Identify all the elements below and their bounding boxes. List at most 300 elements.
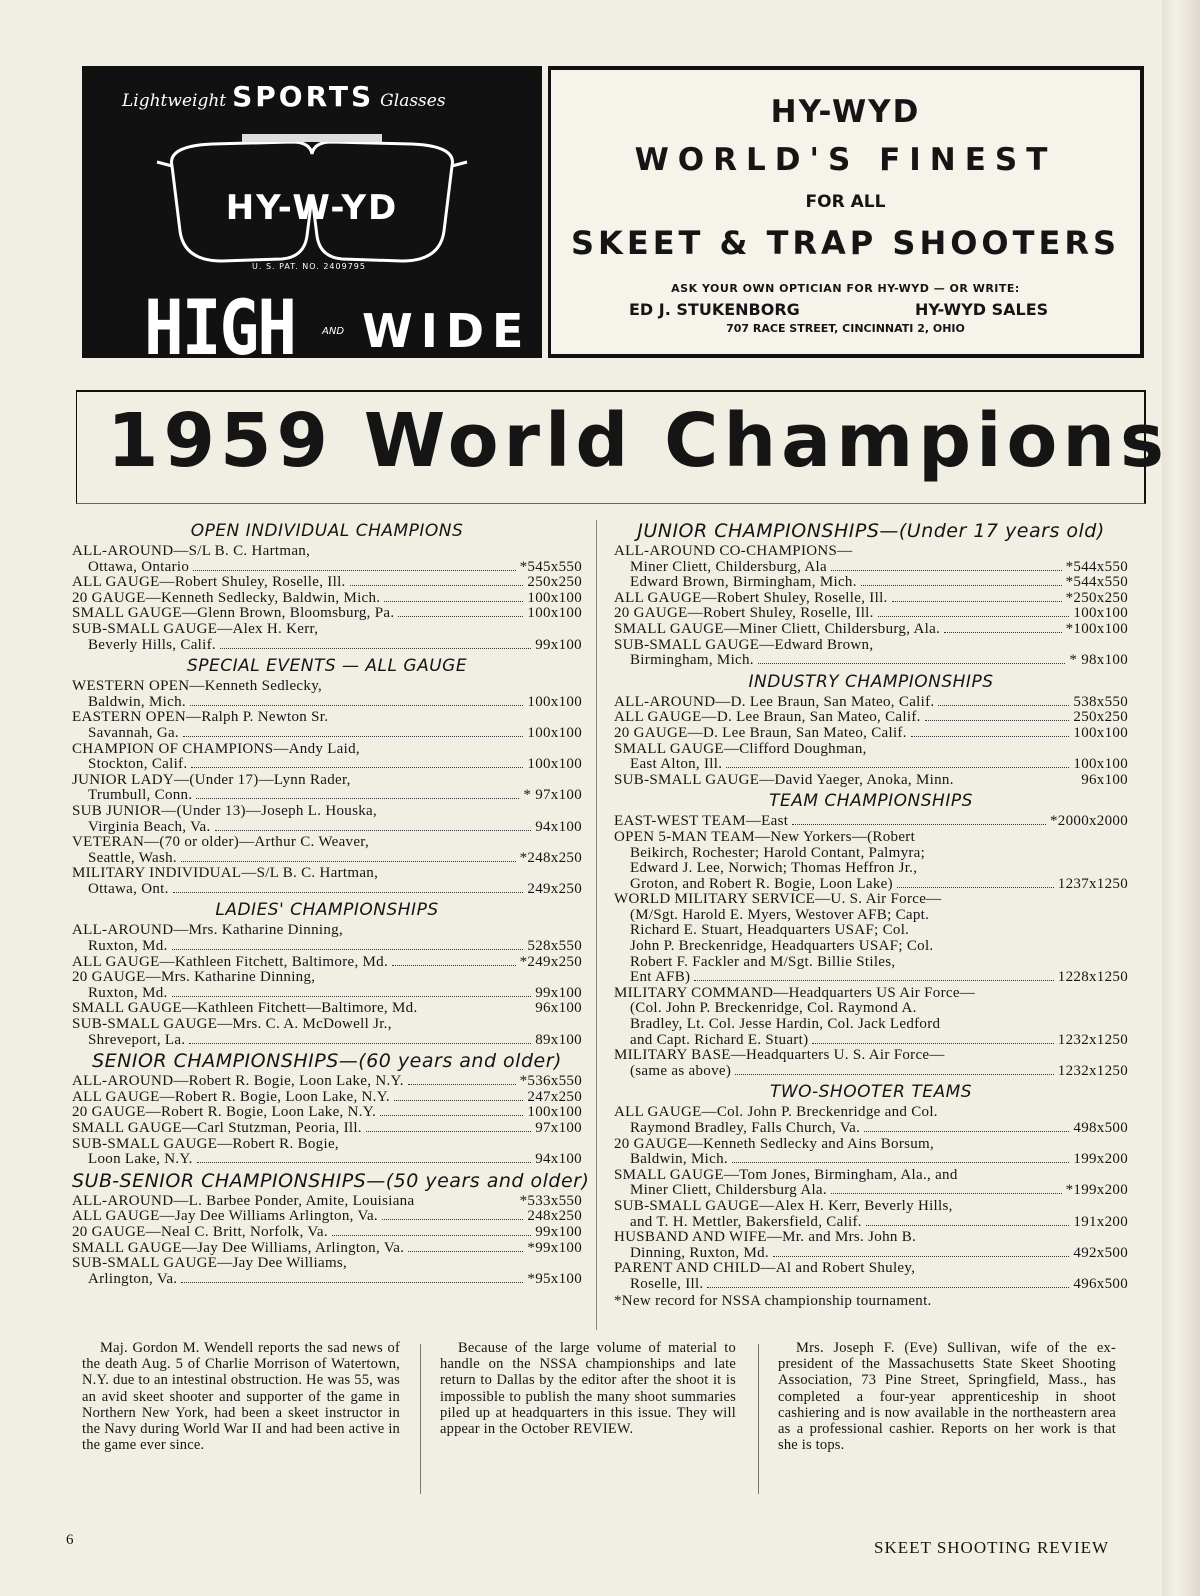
entry-name: Roselle, Ill.: [630, 1275, 704, 1292]
entry-score: *199x200: [1065, 1182, 1128, 1199]
entry-line: ALL GAUGE—Col. John P. Breckenridge and Col.: [614, 1105, 938, 1121]
page-title: 1959 World Champions: [107, 398, 1170, 484]
dot-leader: [892, 601, 1062, 602]
note-wendell: [82, 1340, 400, 1453]
entry-score: *544x550: [1065, 558, 1128, 575]
section-heading: OPEN INDIVIDUAL CHAMPIONS: [190, 521, 464, 541]
dot-leader: [897, 887, 1054, 888]
entry-line: HUSBAND AND WIFE—Mr. and Mrs. John B.: [614, 1230, 917, 1246]
champion-entry: [614, 773, 1128, 789]
entry-result-line: [614, 1121, 1128, 1137]
page-number: 6: [66, 1532, 74, 1548]
champion-entry: [72, 773, 582, 804]
ad-high-text: HIGH: [144, 284, 295, 358]
entry-result-line: [72, 1121, 582, 1137]
entry-result-line: [72, 695, 582, 711]
section-heading: SENIOR CHAMPIONSHIPS—(60 years and older): [92, 1050, 562, 1073]
champion-entry: [72, 804, 582, 835]
entry-line: WORLD MILITARY SERVICE—U. S. Air Force—: [614, 892, 942, 908]
dot-leader: [394, 1100, 523, 1101]
entry-result-line: [72, 1209, 582, 1225]
champion-entry: [614, 1199, 1128, 1230]
champion-entry: [72, 1137, 582, 1168]
entry-line: PARENT AND CHILD—Al and Robert Shuley,: [614, 1261, 916, 1277]
entry-result-line: [614, 726, 1128, 742]
entry-result-line: [72, 955, 582, 971]
section-heading: SPECIAL EVENTS — ALL GAUGE: [186, 656, 468, 677]
entry-name: Ruxton, Md.: [88, 984, 168, 1001]
dot-leader: [220, 648, 531, 649]
entry-score: 100x100: [527, 589, 582, 606]
entry-score: 100x100: [1073, 605, 1128, 622]
champion-entry: [72, 1001, 582, 1017]
champion-entry: [614, 726, 1128, 742]
magazine-name: SKEET SHOOTING REVIEW: [874, 1538, 1110, 1557]
entry-score: *2000x2000: [1050, 813, 1128, 830]
entry-result-line: [614, 814, 1128, 830]
ad-and-text: AND: [322, 326, 345, 337]
dot-leader: [191, 767, 523, 768]
champion-entry: [72, 622, 582, 653]
entry-result-line: [614, 591, 1128, 607]
champion-entry: [614, 1261, 1128, 1292]
dot-leader: [831, 570, 1062, 571]
sports-glasses-ad-image: [82, 66, 542, 358]
champion-entry: [72, 742, 582, 773]
record-footnote: *New record for NSSA championship tournament.: [614, 1292, 932, 1309]
dot-leader: [831, 1193, 1062, 1194]
section-heading: TEAM CHAMPIONSHIPS: [769, 791, 973, 812]
entry-line: MILITARY BASE—Headquarters U. S. Air Force—: [614, 1048, 945, 1064]
entry-name: Birmingham, Mich.: [630, 652, 754, 669]
entry-result-line: [614, 773, 1128, 789]
entry-result-line: [72, 939, 582, 955]
entry-name: ALL-AROUND—L. Barbee Ponder, Amite, Louisiana: [72, 1192, 415, 1209]
entry-name: SUB-SMALL GAUGE—David Yaeger, Anoka, Minn.: [614, 771, 954, 788]
champion-entry: [72, 1241, 582, 1257]
entry-result-line: [614, 1033, 1128, 1049]
entry-score: 492x500: [1073, 1244, 1128, 1261]
entry-name: Arlington, Va.: [88, 1270, 178, 1287]
entry-line: SUB-SMALL GAUGE—Mrs. C. A. McDowell Jr.,: [72, 1017, 392, 1033]
entry-result-line: [72, 1033, 582, 1049]
entry-score: 191x200: [1073, 1213, 1128, 1230]
entry-score: 100x100: [527, 605, 582, 622]
champion-entry: [72, 1074, 582, 1090]
entry-result-line: [72, 1090, 582, 1106]
dot-leader: [773, 1256, 1069, 1257]
dot-leader: [735, 1074, 1054, 1075]
entry-result-line: [614, 1183, 1128, 1199]
note-text: Maj. Gordon M. Wendell reports the sad news of the death Aug. 5 of Charlie Morrison of Watertown, N.Y. due to an intestinal obstruction. He was 55, was an avid skeet shooter and supporter of the game in Northern New York, had been a skeet instructor in the Navy during World War II and had been active in the game ever since.: [82, 1340, 400, 1454]
champion-entry: [614, 638, 1128, 669]
entry-score: 100x100: [1073, 756, 1128, 773]
dot-leader: [366, 1131, 531, 1132]
dot-leader: [925, 720, 1070, 721]
dot-leader: [350, 585, 524, 586]
entry-name: 20 GAUGE—D. Lee Braun, San Mateo, Calif.: [614, 724, 907, 741]
champion-entry: [72, 1225, 582, 1241]
entry-score: 496x500: [1073, 1275, 1128, 1292]
dot-leader: [189, 1043, 531, 1044]
entry-score: *544x550: [1065, 574, 1128, 591]
champion-entry: [72, 1090, 582, 1106]
entry-result-line: [72, 1001, 582, 1017]
champion-entry: [72, 606, 582, 622]
champion-entry: [72, 591, 582, 607]
entry-score: 94x100: [535, 1151, 582, 1168]
right-results-column: [614, 518, 1128, 1309]
champion-entry: [614, 591, 1128, 607]
entry-name: Baldwin, Mich.: [88, 693, 186, 710]
entry-result-line: [72, 606, 582, 622]
entry-score: *545x550: [519, 558, 582, 575]
ad-tagline-sports: SPORTS: [232, 80, 375, 113]
entry-result-line: [72, 1272, 582, 1288]
dot-leader: [707, 1287, 1069, 1288]
dot-leader: [193, 570, 515, 571]
entry-result-line: [614, 606, 1128, 622]
entry-result-line: [614, 560, 1128, 576]
entry-name: East Alton, Ill.: [630, 756, 723, 773]
entry-result-line: [72, 591, 582, 607]
entry-name: 20 GAUGE—Neal C. Britt, Norfolk, Va.: [72, 1223, 328, 1240]
champion-entry: [614, 742, 1128, 773]
ad-worlds-finest: WORLD'S FINEST: [634, 142, 1057, 178]
champion-entry: [72, 679, 582, 710]
champion-entry: [72, 1209, 582, 1225]
ad-sales-name: HY-WYD SALES: [915, 300, 1049, 319]
entry-result-line: [72, 1194, 582, 1210]
entry-result-line: [72, 575, 582, 591]
entry-name: SMALL GAUGE—Kathleen Fitchett—Baltimore, Md.: [72, 1000, 418, 1017]
entry-result-line: [72, 851, 582, 867]
champion-entry: [72, 970, 582, 1001]
entry-line: EASTERN OPEN—Ralph P. Newton Sr.: [72, 710, 329, 726]
entry-result-line: [72, 1105, 582, 1121]
champion-entry: [614, 710, 1128, 726]
ad-shooters: SKEET & TRAP SHOOTERS: [570, 224, 1120, 262]
entry-score: 199x200: [1073, 1151, 1128, 1168]
entry-name: ALL GAUGE—D. Lee Braun, San Mateo, Calif.: [614, 709, 921, 726]
entry-score: 94x100: [535, 818, 582, 835]
entry-result-line: [614, 575, 1128, 591]
entry-name: 20 GAUGE—Robert Shuley, Roselle, Ill.: [614, 605, 874, 622]
entry-score: 99x100: [535, 1223, 582, 1240]
note-text: Mrs. Joseph F. (Eve) Sullivan, wife of the ex-president of the Massachusetts State Skeet Shooting Association, 73 Pine Street, Springfield, Mass., has completed a four-year apprenticeship in shoot cashiering and is now available in the northeastern area as a professional cashier. Reports on her work is that she is tops.: [778, 1340, 1116, 1454]
entry-score: 99x100: [535, 984, 582, 1001]
entry-score: 100x100: [527, 756, 582, 773]
entry-score: *99x100: [527, 1239, 582, 1256]
entry-line: 20 GAUGE—Mrs. Katharine Dinning,: [72, 970, 316, 986]
entry-result-line: [614, 1215, 1128, 1231]
entry-score: 248x250: [527, 1208, 582, 1225]
entry-score: 100x100: [527, 1104, 582, 1121]
entry-name: Savannah, Ga.: [88, 724, 179, 741]
entry-line: CHAMPION OF CHAMPIONS—Andy Laid,: [72, 741, 360, 757]
entry-score: 250x250: [527, 574, 582, 591]
entry-name: Loon Lake, N.Y.: [88, 1151, 193, 1168]
entry-score: 100x100: [527, 724, 582, 741]
entry-name: ALL-AROUND—Robert R. Bogie, Loon Lake, N.Y.: [72, 1073, 404, 1090]
entry-name: Miner Cliett, Childersburg Ala.: [630, 1182, 827, 1199]
patent-number: U. S. PAT. NO. 2409795: [252, 262, 366, 271]
entry-name: Seattle, Wash.: [88, 849, 177, 866]
champion-entry: [72, 575, 582, 591]
entry-name: and T. H. Mettler, Bakersfield, Calif.: [630, 1213, 862, 1230]
entry-name: Stockton, Calif.: [88, 756, 188, 773]
dot-leader: [878, 616, 1070, 617]
entry-name: Ottawa, Ontario: [88, 558, 190, 575]
note-divider: [420, 1344, 421, 1494]
ad-wide-text: WIDE: [362, 304, 532, 358]
entry-line: SUB-SMALL GAUGE—Robert R. Bogie,: [72, 1136, 339, 1152]
champion-entry: [72, 955, 582, 971]
entry-score: 89x100: [535, 1031, 582, 1048]
entry-score: 249x250: [527, 880, 582, 897]
dot-leader: [173, 892, 524, 893]
entry-score: 538x550: [1073, 693, 1128, 710]
entry-score: 96x100: [535, 1000, 582, 1017]
entry-score: 1232x1250: [1057, 1031, 1128, 1048]
entry-score: 97x100: [535, 1120, 582, 1136]
champion-entry: [614, 606, 1128, 622]
dot-leader: [197, 1162, 532, 1163]
entry-name: EAST-WEST TEAM—East: [614, 813, 789, 830]
entry-result-line: [614, 1064, 1128, 1080]
entry-name: Edward Brown, Birmingham, Mich.: [630, 574, 857, 591]
entry-line: Bradley, Lt. Col. Jesse Hardin, Col. Jack Ledford: [630, 1017, 941, 1033]
entry-line: SUB-SMALL GAUGE—Edward Brown,: [614, 637, 874, 653]
entry-line: SMALL GAUGE—Tom Jones, Birmingham, Ala., and: [614, 1167, 958, 1183]
entry-line: ALL-AROUND—Mrs. Katharine Dinning,: [72, 923, 343, 939]
dot-leader: [758, 663, 1066, 664]
ad-contact-name: ED J. STUKENBORG: [629, 300, 800, 319]
entry-result-line: [72, 788, 582, 804]
entry-line: ALL-AROUND CO-CHAMPIONS—: [614, 544, 853, 559]
entry-score: 1228x1250: [1057, 969, 1128, 986]
entry-name: Beverly Hills, Calif.: [88, 636, 216, 653]
dot-leader: [398, 616, 523, 617]
dot-leader: [866, 1225, 1070, 1226]
entry-score: 247x250: [527, 1088, 582, 1105]
entry-name: Trumbull, Conn.: [88, 787, 193, 804]
entry-score: *100x100: [1065, 620, 1128, 637]
entry-score: *95x100: [527, 1270, 582, 1287]
entry-name: Dinning, Ruxton, Md.: [630, 1244, 769, 1261]
entry-score: 1232x1250: [1057, 1062, 1128, 1079]
dot-leader: [172, 996, 532, 997]
entry-name: (same as above): [630, 1062, 732, 1079]
champion-entry: [614, 575, 1128, 591]
dot-leader: [380, 1115, 523, 1116]
champion-entry: [72, 923, 582, 954]
entry-score: *536x550: [519, 1073, 582, 1090]
dot-leader: [861, 585, 1062, 586]
entry-line: (Col. John P. Breckenridge, Col. Raymond A.: [630, 1001, 917, 1017]
entry-name: Raymond Bradley, Falls Church, Va.: [630, 1120, 861, 1136]
dot-leader: [382, 1219, 523, 1220]
entry-result-line: [72, 986, 582, 1002]
entry-name: SMALL GAUGE—Glenn Brown, Bloomsburg, Pa.: [72, 605, 395, 622]
ad-for-all: FOR ALL: [805, 192, 886, 212]
entry-name: ALL GAUGE—Kathleen Fitchett, Baltimore, Md.: [72, 953, 389, 970]
entry-score: *248x250: [519, 849, 582, 866]
champion-entry: [72, 1194, 582, 1210]
title-frame: [76, 390, 1170, 504]
dot-leader: [392, 965, 516, 966]
entry-name: SMALL GAUGE—Carl Stutzman, Peoria, Ill.: [72, 1120, 362, 1136]
champion-entry: [72, 835, 582, 866]
entry-result-line: [72, 1074, 582, 1090]
dot-leader: [408, 1251, 523, 1252]
entry-result-line: [614, 1277, 1128, 1293]
dot-leader: [181, 861, 516, 862]
entry-result-line: [72, 757, 582, 773]
champion-entry: [72, 544, 582, 575]
note-text: Because of the large volume of material to handle on the NSSA championships and late return to Dallas by the editor after the shoot it is impossible to publish the many shoot summaries piled up at headquarters in this issue. They will appear in the October REVIEW.: [440, 1340, 736, 1438]
champion-entry: [614, 1105, 1128, 1136]
entry-name: 20 GAUGE—Kenneth Sedlecky, Baldwin, Mich.: [72, 589, 381, 606]
entry-result-line: [72, 726, 582, 742]
ad-tagline: [122, 80, 446, 114]
entry-line: (M/Sgt. Harold E. Myers, Westover AFB; Capt.: [630, 907, 930, 923]
entry-score: 99x100: [535, 636, 582, 653]
champion-entry: [72, 1256, 582, 1287]
entry-result-line: [614, 695, 1128, 711]
entry-score: * 97x100: [523, 787, 582, 804]
dot-leader: [408, 1084, 516, 1085]
ad-tagline-script-2: Glasses: [380, 91, 446, 111]
dot-leader: [732, 1162, 1069, 1163]
entry-line: MILITARY COMMAND—Headquarters US Air Force—: [614, 985, 976, 1001]
entry-result-line: [614, 710, 1128, 726]
entry-line: SUB-SMALL GAUGE—Alex H. Kerr,: [72, 621, 319, 637]
champion-entry: [72, 1017, 582, 1048]
entry-name: Ent AFB): [630, 969, 691, 986]
champion-entry: [614, 544, 1128, 575]
ad-address: 707 RACE STREET, CINCINNATI 2, OHIO: [726, 322, 965, 335]
ad-brand: HY-WYD: [770, 94, 921, 130]
entry-line: JUNIOR LADY—(Under 17)—Lynn Rader,: [72, 772, 351, 788]
entry-line: SUB-SMALL GAUGE—Jay Dee Williams,: [72, 1256, 348, 1272]
dot-leader: [384, 601, 523, 602]
entry-line: OPEN 5-MAN TEAM—New Yorkers—(Robert: [614, 829, 916, 845]
champion-entry: [614, 1168, 1128, 1199]
entry-line: SUB JUNIOR—(Under 13)—Joseph L. Houska,: [72, 803, 378, 819]
entry-line: Beikirch, Rochester; Harold Contant, Palmyra;: [630, 845, 926, 861]
entry-name: ALL GAUGE—Robert Shuley, Roselle, Ill.: [72, 574, 346, 591]
section-heading: LADIES' CHAMPIONSHIPS: [215, 900, 439, 921]
dot-leader: [938, 705, 1069, 706]
champion-entry: [72, 866, 582, 897]
entry-line: WESTERN OPEN—Kenneth Sedlecky,: [72, 679, 323, 695]
ad-ask-optician: ASK YOUR OWN OPTICIAN FOR HY-WYD — OR WRITE:: [671, 282, 1020, 295]
entry-score: *249x250: [519, 953, 582, 970]
hywyd-ad-text-panel: [548, 66, 1144, 358]
column-divider: [596, 520, 597, 1330]
dot-leader: [792, 824, 1046, 825]
entry-result-line: [72, 1225, 582, 1241]
entry-line: Robert F. Fackler and M/Sgt. Billie Stiles,: [630, 954, 896, 970]
entry-line: VETERAN—(70 or older)—Arthur C. Weaver,: [72, 835, 370, 851]
entry-score: 100x100: [527, 693, 582, 710]
entry-line: John P. Breckenridge, Headquarters USAF; Col.: [630, 939, 934, 955]
ad-tagline-script-1: Lightweight: [122, 91, 227, 111]
entry-name: Virginia Beach, Va.: [88, 818, 211, 835]
entry-score: *250x250: [1065, 589, 1128, 606]
entry-result-line: [72, 1241, 582, 1257]
entry-score: 96x100: [1081, 771, 1128, 788]
entry-result-line: [614, 1152, 1128, 1168]
champion-entry: [614, 1137, 1128, 1168]
entry-name: Ruxton, Md.: [88, 938, 168, 955]
left-results-column: [72, 518, 590, 1287]
section-heading: TWO-SHOOTER TEAMS: [769, 1082, 973, 1103]
entry-result-line: [614, 1246, 1128, 1262]
entry-result-line: [614, 757, 1128, 773]
note-editor: [440, 1340, 736, 1437]
entry-line: 20 GAUGE—Kenneth Sedlecky and Ains Borsum,: [614, 1136, 935, 1152]
entry-name: ALL GAUGE—Jay Dee Williams Arlington, Va.: [72, 1208, 378, 1225]
entry-name: ALL GAUGE—Robert R. Bogie, Loon Lake, N.Y.: [72, 1088, 390, 1105]
entry-result-line: [614, 970, 1128, 986]
entry-result-line: [614, 653, 1128, 669]
entry-result-line: [72, 638, 582, 654]
entry-result-line: [614, 622, 1128, 638]
entry-line: Richard E. Stuart, Headquarters USAF; Col.: [630, 923, 910, 939]
entry-line: MILITARY INDIVIDUAL—S/L B. C. Hartman,: [72, 866, 379, 882]
entry-line: Edward J. Lee, Norwich; Thomas Heffron Jr.,: [630, 861, 918, 877]
dot-leader: [181, 1282, 523, 1283]
dot-leader: [812, 1043, 1053, 1044]
entry-name: Shreveport, La.: [88, 1031, 186, 1048]
dot-leader: [190, 705, 523, 706]
dot-leader: [864, 1131, 1069, 1132]
entry-result-line: [614, 877, 1128, 893]
section-heading: SUB-SENIOR CHAMPIONSHIPS—(50 years and older): [72, 1169, 590, 1192]
champion-entry: [614, 814, 1128, 830]
entry-result-line: [72, 882, 582, 898]
champion-entry: [72, 710, 582, 741]
entry-name: Groton, and Robert R. Bogie, Loon Lake): [630, 875, 893, 892]
champion-entry: [614, 830, 1128, 892]
entry-name: SMALL GAUGE—Miner Cliett, Childersburg, Ala.: [614, 620, 941, 637]
dot-leader: [911, 736, 1070, 737]
note-sullivan: [778, 1340, 1116, 1453]
entry-name: Baldwin, Mich.: [630, 1151, 728, 1168]
entry-score: *533x550: [519, 1192, 582, 1209]
dot-leader: [694, 980, 1053, 981]
note-divider: [758, 1344, 759, 1494]
entry-score: 100x100: [1073, 724, 1128, 741]
entry-line: SMALL GAUGE—Clifford Doughman,: [614, 741, 867, 757]
entry-name: 20 GAUGE—Robert R. Bogie, Loon Lake, N.Y.: [72, 1104, 377, 1121]
champion-entry: [72, 1121, 582, 1137]
dot-leader: [196, 798, 519, 799]
entry-line: SUB-SMALL GAUGE—Alex H. Kerr, Beverly Hills,: [614, 1198, 953, 1214]
entry-score: 1237x1250: [1057, 875, 1128, 892]
section-heading: JUNIOR CHAMPIONSHIPS—(Under 17 years old): [637, 520, 1105, 542]
dot-leader: [726, 767, 1069, 768]
dot-leader: [944, 632, 1061, 633]
entry-name: Miner Cliett, Childersburg, Ala: [630, 558, 827, 575]
entry-result-line: [72, 560, 582, 576]
champion-entry: [614, 1048, 1128, 1079]
champion-entry: [614, 986, 1128, 1048]
dot-leader: [332, 1235, 531, 1236]
dot-leader: [215, 830, 532, 831]
